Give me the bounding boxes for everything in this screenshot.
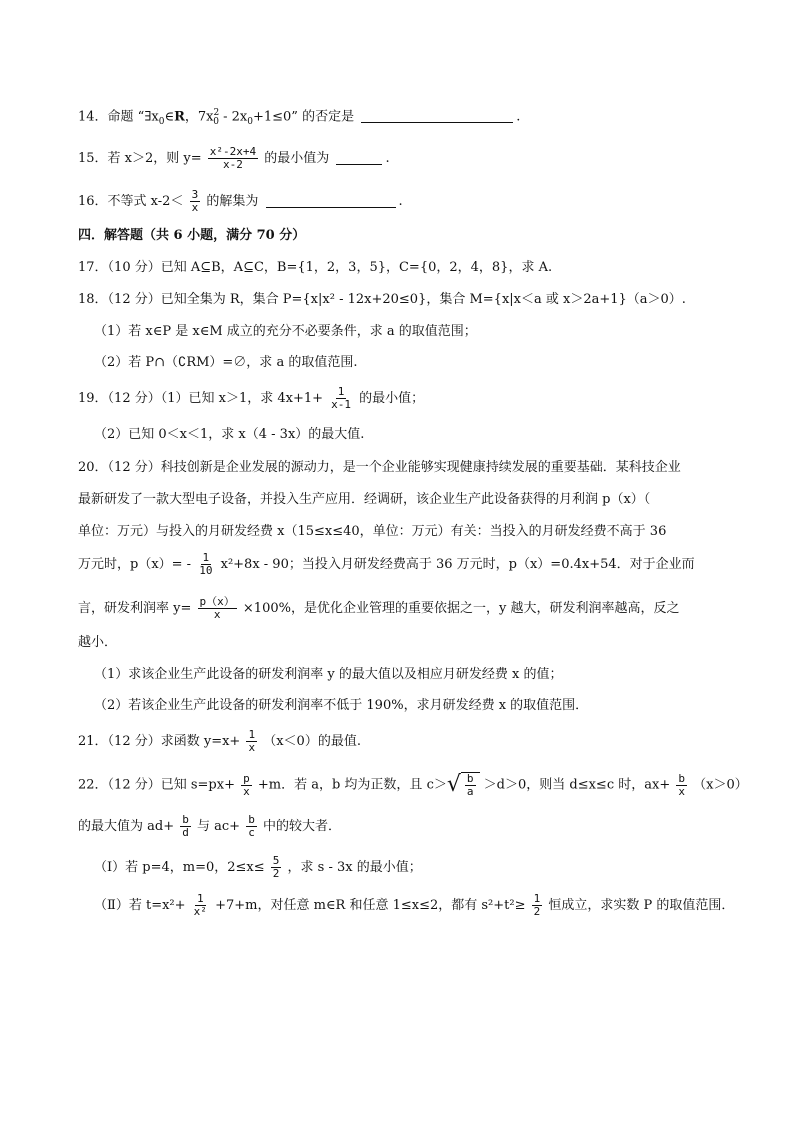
question-19-part-2: （2）已知 0＜x＜1，求 x（4 - 3x）的最大值. [94,427,365,442]
question-22-line-2: 的最大值为 ad+ $\frac{b}{d}$ 与 ac+ $\frac{b}{c}$ 中的较大者． [78,813,341,839]
fraction: $\frac{3}{x}$ [191,188,199,214]
fraction: $\frac{1}{10}$ [199,551,213,577]
fraction: $\frac{p(x)}{x}$ [199,595,235,621]
fraction: $\frac{1}{\text{x²}}$ [193,892,207,918]
question-20-line-4: 万元时，p（x）= - $\frac{1}{10}$ x²+8x - 90；当投入月研发经费高于 36 万元时，p（x）=0.4x+54．对于企业而 [78,551,695,577]
question-20-line-6: 越小． [78,635,118,650]
question-18-part-2: （2）若 P∩（∁RM）=∅，求 a 的取值范围. [94,355,358,370]
question-20-line-2: 最新研发了一款大型电子设备，并投入生产应用．经调研，该企业生产此设备获得的月利润 p（x）（ [78,492,651,507]
question-22-line-1: 22．（12 分）已知 s=px+ $\frac{p}{x}$ +m．若 a，b 均为正数，且 c＞√ $\frac{b}{a}$ ＞d＞0，则当 d≤x≤c 时，ax+ $\frac{b}{x}$ （x＞0） [78,771,748,798]
fraction: $\frac{b}{d}$ [182,813,189,839]
question-20-line-1: 20．（12 分）科技创新是企业发展的源动力，是一个企业能够实现健康持续发展的重要基础．某科技企业 [78,460,681,475]
question-20-line-3: 单位：万元）与投入的月研发经费 x（15≤x≤40，单位：万元）有关：当投入的月研发经费不高于 36 [78,524,667,539]
fraction: $\frac{b}{x}$ [678,771,685,798]
answer-blank[interactable] [361,108,513,123]
sqrt-radicand: $\frac{b}{a}$ [461,772,480,798]
fraction: $\frac{5}{2}$ [272,854,280,880]
fraction: $\frac{1}{2}$ [533,892,541,918]
fraction: $\frac{p}{x}$ [243,771,250,798]
fraction: $\frac{1}{x-1}$ [331,385,352,411]
answer-blank[interactable] [336,150,382,165]
question-20-part-2: （2）若该企业生产此设备的研发利润率不低于 190%，求月研发经费 x 的取值范围． [94,698,589,713]
question-17: 17．（10 分）已知 A⊆B，A⊆C，B={1，2，3，5}，C={0，2，4，8}，求 A. [78,260,553,275]
q14-text: 14．命题 “∃x [78,109,159,125]
question-21: 21．（12 分）求函数 y=x+ $\frac{1}{x}$ （x＜0）的最值. [78,728,361,754]
sqrt-symbol: √ [446,772,461,797]
section-title: 四．解答题（共 6 小题，满分 70 分） [78,228,306,243]
question-16: 16．不等式 x-2＜ $\frac{3}{x}$ 的解集为 . [78,188,403,214]
fraction: $\frac{\text{x²-2x+4}}{x-2}$ [209,145,257,171]
question-22-part-2: （Ⅱ）若 t=x²+ $\frac{1}{\text{x²}}$ +7+m，对任意 m∈R 和任意 1≤x≤2，都有 s²+t²≥ $\frac{1}{2}$ 恒成立，求实数 P 的取值范围． [94,892,735,918]
question-20-part-1: （1）求该企业生产此设备的研发利润率 y 的最大值以及相应月研发经费 x 的值； [94,667,563,682]
answer-blank[interactable] [266,193,396,208]
question-15: 15．若 x＞2，则 y= $\frac{\text{x²-2x+4}}{x-2}$ 的最小值为 . [78,145,390,171]
fraction: $\frac{b}{c}$ [248,813,255,839]
fraction: $\frac{1}{x}$ [248,728,256,754]
question-18-part-1: （1）若 x∈P 是 x∈M 成立的充分不必要条件，求 a 的取值范围； [94,324,477,339]
question-22-part-1: （Ⅰ）若 p=4，m=0，2≤x≤ $\frac{5}{2}$ ，求 s - 3x 的最小值； [94,854,422,880]
question-18: 18．（12 分）已知全集为 R，集合 P={x|x² - 12x+20≤0}，集合 M={x|x＜a 或 x＞2a+1}（a＞0）. [78,292,686,307]
question-19: 19．（12 分）（1）已知 x＞1，求 4x+1+ $\frac{1}{x-1}$ 的最小值； [78,385,425,411]
question-14: 14．命题 “$\exists x_0\in R$，$7x^2_0 - 2x_0+1\le 0$” 的否定是 . [78,108,521,127]
question-20-line-5: 言，研发利润率 y= $\frac{p(x)}{x}$ ×100%，是优化企业管理的重要依据之一，y 越大，研发利润率越高，反之 [78,595,680,621]
